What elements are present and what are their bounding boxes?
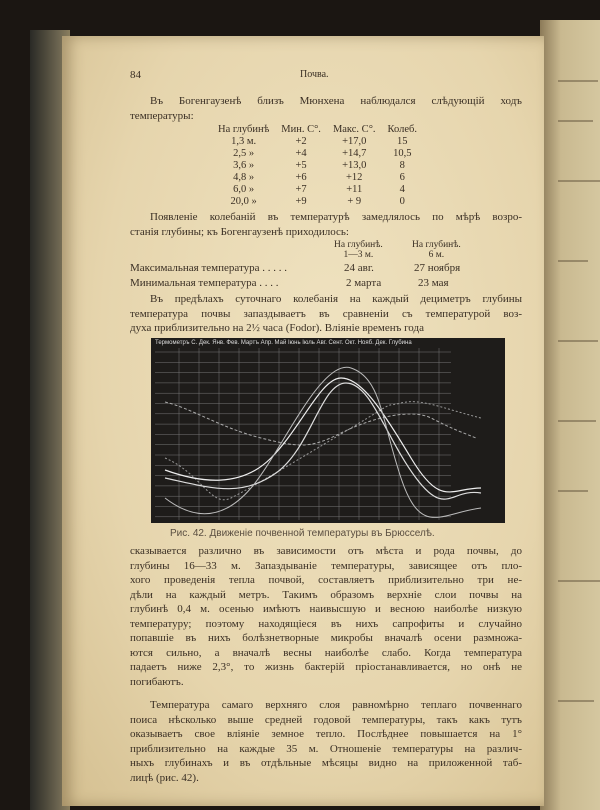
figure-caption: Рис. 42. Движеніе почвенной температуры въ Брюсселѣ.	[170, 528, 435, 539]
chart-grid-and-curves	[151, 338, 505, 523]
cell: 10,5	[393, 148, 412, 159]
cell: +17,0	[342, 136, 367, 147]
table-row	[212, 196, 423, 208]
column-header: Макс. С°.	[332, 124, 376, 135]
cell: +4	[295, 148, 307, 159]
cell: 20,0 »	[230, 196, 257, 207]
col-head-1	[334, 240, 383, 260]
paragraph-line: Въ Богенгаузенѣ близъ Мюнхена наблюдался слѣдующій ходъ	[150, 95, 522, 107]
cell: 6	[399, 172, 405, 183]
soil-temperature-chart	[151, 338, 505, 523]
paragraph-line: Въ предѣлахъ суточнаго колебанія на каждый дециметръ глубины	[150, 293, 522, 305]
cell: +2	[295, 136, 307, 147]
chart-grid	[155, 348, 451, 520]
cell: 15	[397, 136, 408, 147]
paragraph-line: Температура самаго верхняго слоя равномѣрно теплаго почвеннаго	[150, 699, 522, 711]
paragraph-line: попавшіе въ нихъ болѣзнетворные микробы вначалѣ осени размножа-	[130, 632, 522, 644]
table-row	[212, 172, 423, 184]
paragraph-line: духа приблизительно на 2½ часа (Fodor). Вліяніе временъ года	[130, 322, 424, 334]
cell: +9	[295, 196, 307, 207]
cell: 0	[399, 196, 405, 207]
min-temp-6m: 23 мая	[418, 277, 449, 289]
page-number: 84	[130, 69, 141, 81]
cell: + 9	[347, 196, 362, 207]
paragraph-line: хого проведенія тепла почвой, составляетъ приблизительно три не-	[130, 574, 522, 586]
max-temp-6m: 27 ноября	[414, 262, 461, 274]
cell: +13,0	[342, 160, 367, 171]
curve-shallow-1	[165, 378, 481, 492]
col-head-line: 6 м.	[428, 250, 445, 260]
book-page	[62, 36, 544, 806]
running-head: Почва.	[300, 69, 329, 80]
col-head-2	[412, 240, 461, 260]
paragraph-line: температуру; поэтому находящіеся въ нихъ сапрофиты и случайно	[130, 617, 522, 630]
table-row	[212, 148, 423, 160]
max-temp-1-3m: 24 авг.	[344, 262, 374, 274]
col-head-line: На глубинѣ.	[334, 240, 383, 250]
cell: 8	[399, 160, 405, 171]
cell: +14,7	[342, 148, 367, 159]
cell: 6,0 »	[233, 184, 255, 195]
paragraph-line: глубинѣ 0,4 м. осенью имѣютъ наивысшую и весною наиболѣе низкую	[130, 603, 522, 615]
paragraph-line: дѣли на каждый метръ. Такимъ образомъ верхніе слои почвы на	[130, 588, 522, 601]
cell: +12	[346, 172, 363, 183]
cell: 3,6 »	[233, 160, 255, 171]
min-temp-label: Минимальная температура . . . .	[130, 277, 279, 289]
max-temp-label: Максимальная температура . . . . .	[130, 262, 288, 274]
curve-mid	[165, 402, 481, 500]
column-header: Мин. С°.	[281, 124, 321, 135]
cell: 1,3 м.	[231, 136, 257, 147]
paragraph-line: сказывается различно въ зависимости отъ мѣста и рода почвы, до	[130, 545, 522, 557]
min-temp-1-3m: 2 марта	[346, 277, 382, 289]
adjacent-page	[540, 20, 600, 810]
column-header: Колеб.	[387, 124, 417, 135]
depth-temperature-table	[212, 124, 423, 208]
cell: 4	[399, 184, 405, 195]
paragraph-line: поиса нѣсколько выше средней годовой температуры, такъ какъ тутъ	[130, 713, 522, 726]
cell: +7	[295, 184, 307, 195]
cell: 2,5 »	[233, 148, 255, 159]
paragraph-line: температуры:	[130, 109, 194, 122]
paragraph-line: ныхъ глубинахъ и въ отдѣльные мѣсяцы видно на приложенной таб-	[130, 757, 522, 769]
paragraph-line: приблизительно на каждые 35 м. Отношеніе температуры на различ-	[130, 742, 522, 755]
cell: 4,8 »	[233, 172, 255, 183]
cell: +6	[295, 172, 307, 183]
paragraph-line: погибаютъ.	[130, 675, 184, 688]
paragraph-line: глубины 16—33 м. Запаздываніе температуры, зависящее отъ пло-	[130, 559, 522, 572]
table-row	[212, 184, 423, 196]
col-head-line: На глубинѣ.	[412, 240, 461, 250]
paragraph-line: лицѣ (рис. 42).	[130, 771, 199, 784]
paragraph-line: падаетъ ниже 2,3°, то жизнь бактерій пріостанавливается, но онѣ не	[130, 661, 522, 673]
cell: +11	[346, 184, 363, 195]
paragraph-line: температура почвы запаздываетъ въ сравненіи съ температурой воз-	[130, 307, 522, 320]
col-head-line: 1—3 м.	[343, 250, 374, 260]
column-header: На глубинѣ	[218, 124, 270, 135]
paragraph-line: Появленіе колебаній въ температурѣ замедлялось по мѣрѣ возро-	[150, 211, 522, 223]
chart-header: Термометръ С. Дек. Янв. Фев. Мартъ Апр. Май Іюнь Іюль Авг. Сент. Окт. Нояб. Дек. Глубина	[155, 340, 412, 346]
table-row	[212, 160, 423, 172]
table-row	[212, 136, 423, 148]
paragraph-line: ются сильно, а вначалѣ весны наиболѣе слабо. Когда температура	[130, 646, 522, 659]
cell: +5	[295, 160, 307, 171]
paragraph-line: оказываетъ свое вліяніе земное тепло. Послѣднее повышается на 1°	[130, 728, 522, 740]
paragraph-line: станія глубины; къ Богенгаузенѣ приходилось:	[130, 225, 349, 238]
